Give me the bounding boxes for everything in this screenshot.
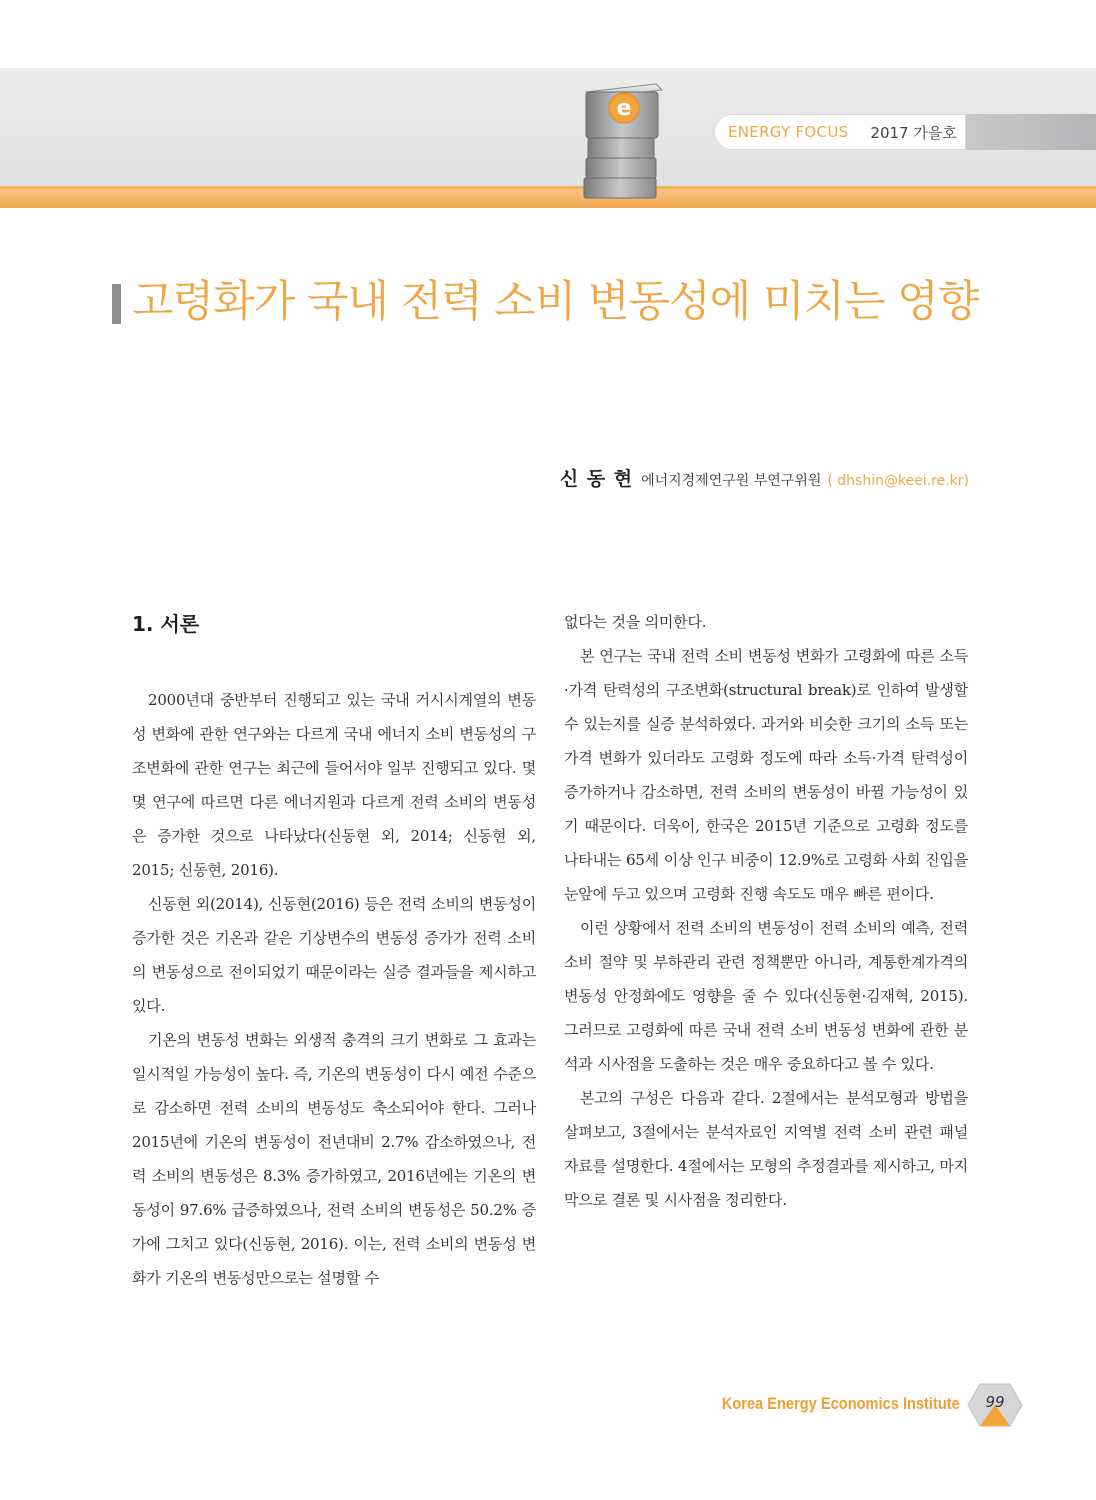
body-paragraph: 2000년대 중반부터 진행되고 있는 국내 거시시계열의 변동성 변화에 관한 연구와는 다르게 국내 에너지 소비 변동성의 구조변화에 관한 연구는 최근에 들어서야 일부 진행되고 있다. 몇몇 연구에 따르면 다른 에너지원과 다르게 전력 소비의 변동성은 증가한 것으로 나타났다(신동현 외, 2014; 신동현 외, 2015; 신동현, 2016).: [132, 691, 536, 879]
author-affiliation: 에너지경제연구원 부연구위원: [641, 473, 822, 489]
page-number: 99: [985, 1393, 1005, 1411]
left-column: [132, 600, 536, 1295]
svg-text:e: e: [616, 96, 632, 121]
article-title: 고령화가 국내 전력 소비 변동성에 미치는 영향: [132, 277, 979, 327]
body-paragraph: 본 연구는 국내 전력 소비 변동성 변화가 고령화에 따른 소득·가격 탄력성의 구조변화(structural break)로 인하여 발생할 수 있는지를 실증 분석하였다. 과거와 비슷한 크기의 소득 또는 가격 변화가 있더라도 고령화 정도에 따라 소득·가격 탄력성이 증가하거나 감소하면, 전력 소비의 변동성이 바뀔 가능성이 있기 때문이다. 더욱이, 한국은 2015년 기준으로 고령화 정도를 나타내는 65세 이상 인구 비중이 12.9%로 고령화 사회 진입을 눈앞에 두고 있으며 고령화 진행 속도도 매우 빠른 편이다.: [564, 647, 968, 903]
author-email: ( dhshin@keei.re.kr): [827, 473, 969, 489]
body-paragraph: 이런 상황에서 전력 소비의 변동성이 전력 소비의 예측, 전력 소비 절약 및 부하관리 관련 정책뿐만 아니라, 계통한계가격의 변동성 안정화에도 영향을 줄 수 있다(신동현·김재혁, 2015). 그러므로 고령화에 따른 국내 전력 소비 변동성 변화에 관한 분석과 시사점을 도출하는 것은 매우 중요하다고 볼 수 있다.: [564, 919, 968, 1073]
magazine-issue: 2017 가을호: [870, 123, 957, 142]
book-stack-e-icon: [580, 78, 670, 202]
body-paragraph: 없다는 것을 의미한다.: [564, 613, 707, 631]
header-stripe: [0, 186, 1096, 208]
header-stripe-line: [0, 186, 1096, 189]
author-line: [560, 464, 969, 491]
magazine-tag-cap: [966, 114, 1096, 150]
author-name: 신 동 현: [559, 468, 634, 490]
right-column: [564, 605, 968, 1217]
title-accent-bar: [112, 284, 121, 324]
magazine-name: ENERGY FOCUS: [728, 123, 849, 141]
section-heading: 1. 서론: [132, 612, 200, 636]
footer-institute: Korea Energy Economics Institute: [721, 1394, 960, 1413]
body-paragraph: 기온의 변동성 변화는 외생적 충격의 크기 변화로 그 효과는 일시적일 가능성이 높다. 즉, 기온의 변동성이 다시 예전 수준으로 감소하면 전력 소비의 변동성도 축소되어야 한다. 그러나 2015년에 기온의 변동성이 전년대비 2.7% 감소하였으나, 전력 소비의 변동성은 8.3% 증가하였고, 2016년에는 기온의 변동성이 97.6% 급증하였으나, 전력 소비의 변동성은 50.2% 증가에 그치고 있다(신동현, 2016). 이는, 전력 소비의 변동성 변화가 기온의 변동성만으로는 설명할 수: [132, 1031, 536, 1287]
body-paragraph: 본고의 구성은 다음과 같다. 2절에서는 분석모형과 방법을 살펴보고, 3절에서는 분석자료인 지역별 전력 소비 관련 패널 자료를 설명한다. 4절에서는 모형의 추정결과를 제시하고, 마지막으로 결론 및 시사점을 정리한다.: [564, 1089, 968, 1209]
body-paragraph: 신동현 외(2014), 신동현(2016) 등은 전력 소비의 변동성이 증가한 것은 기온과 같은 기상변수의 변동성 증가가 전력 소비의 변동성으로 전이되었기 때문이라는 실증 결과들을 제시하고 있다.: [132, 895, 536, 1015]
magazine-tag: [714, 114, 966, 150]
